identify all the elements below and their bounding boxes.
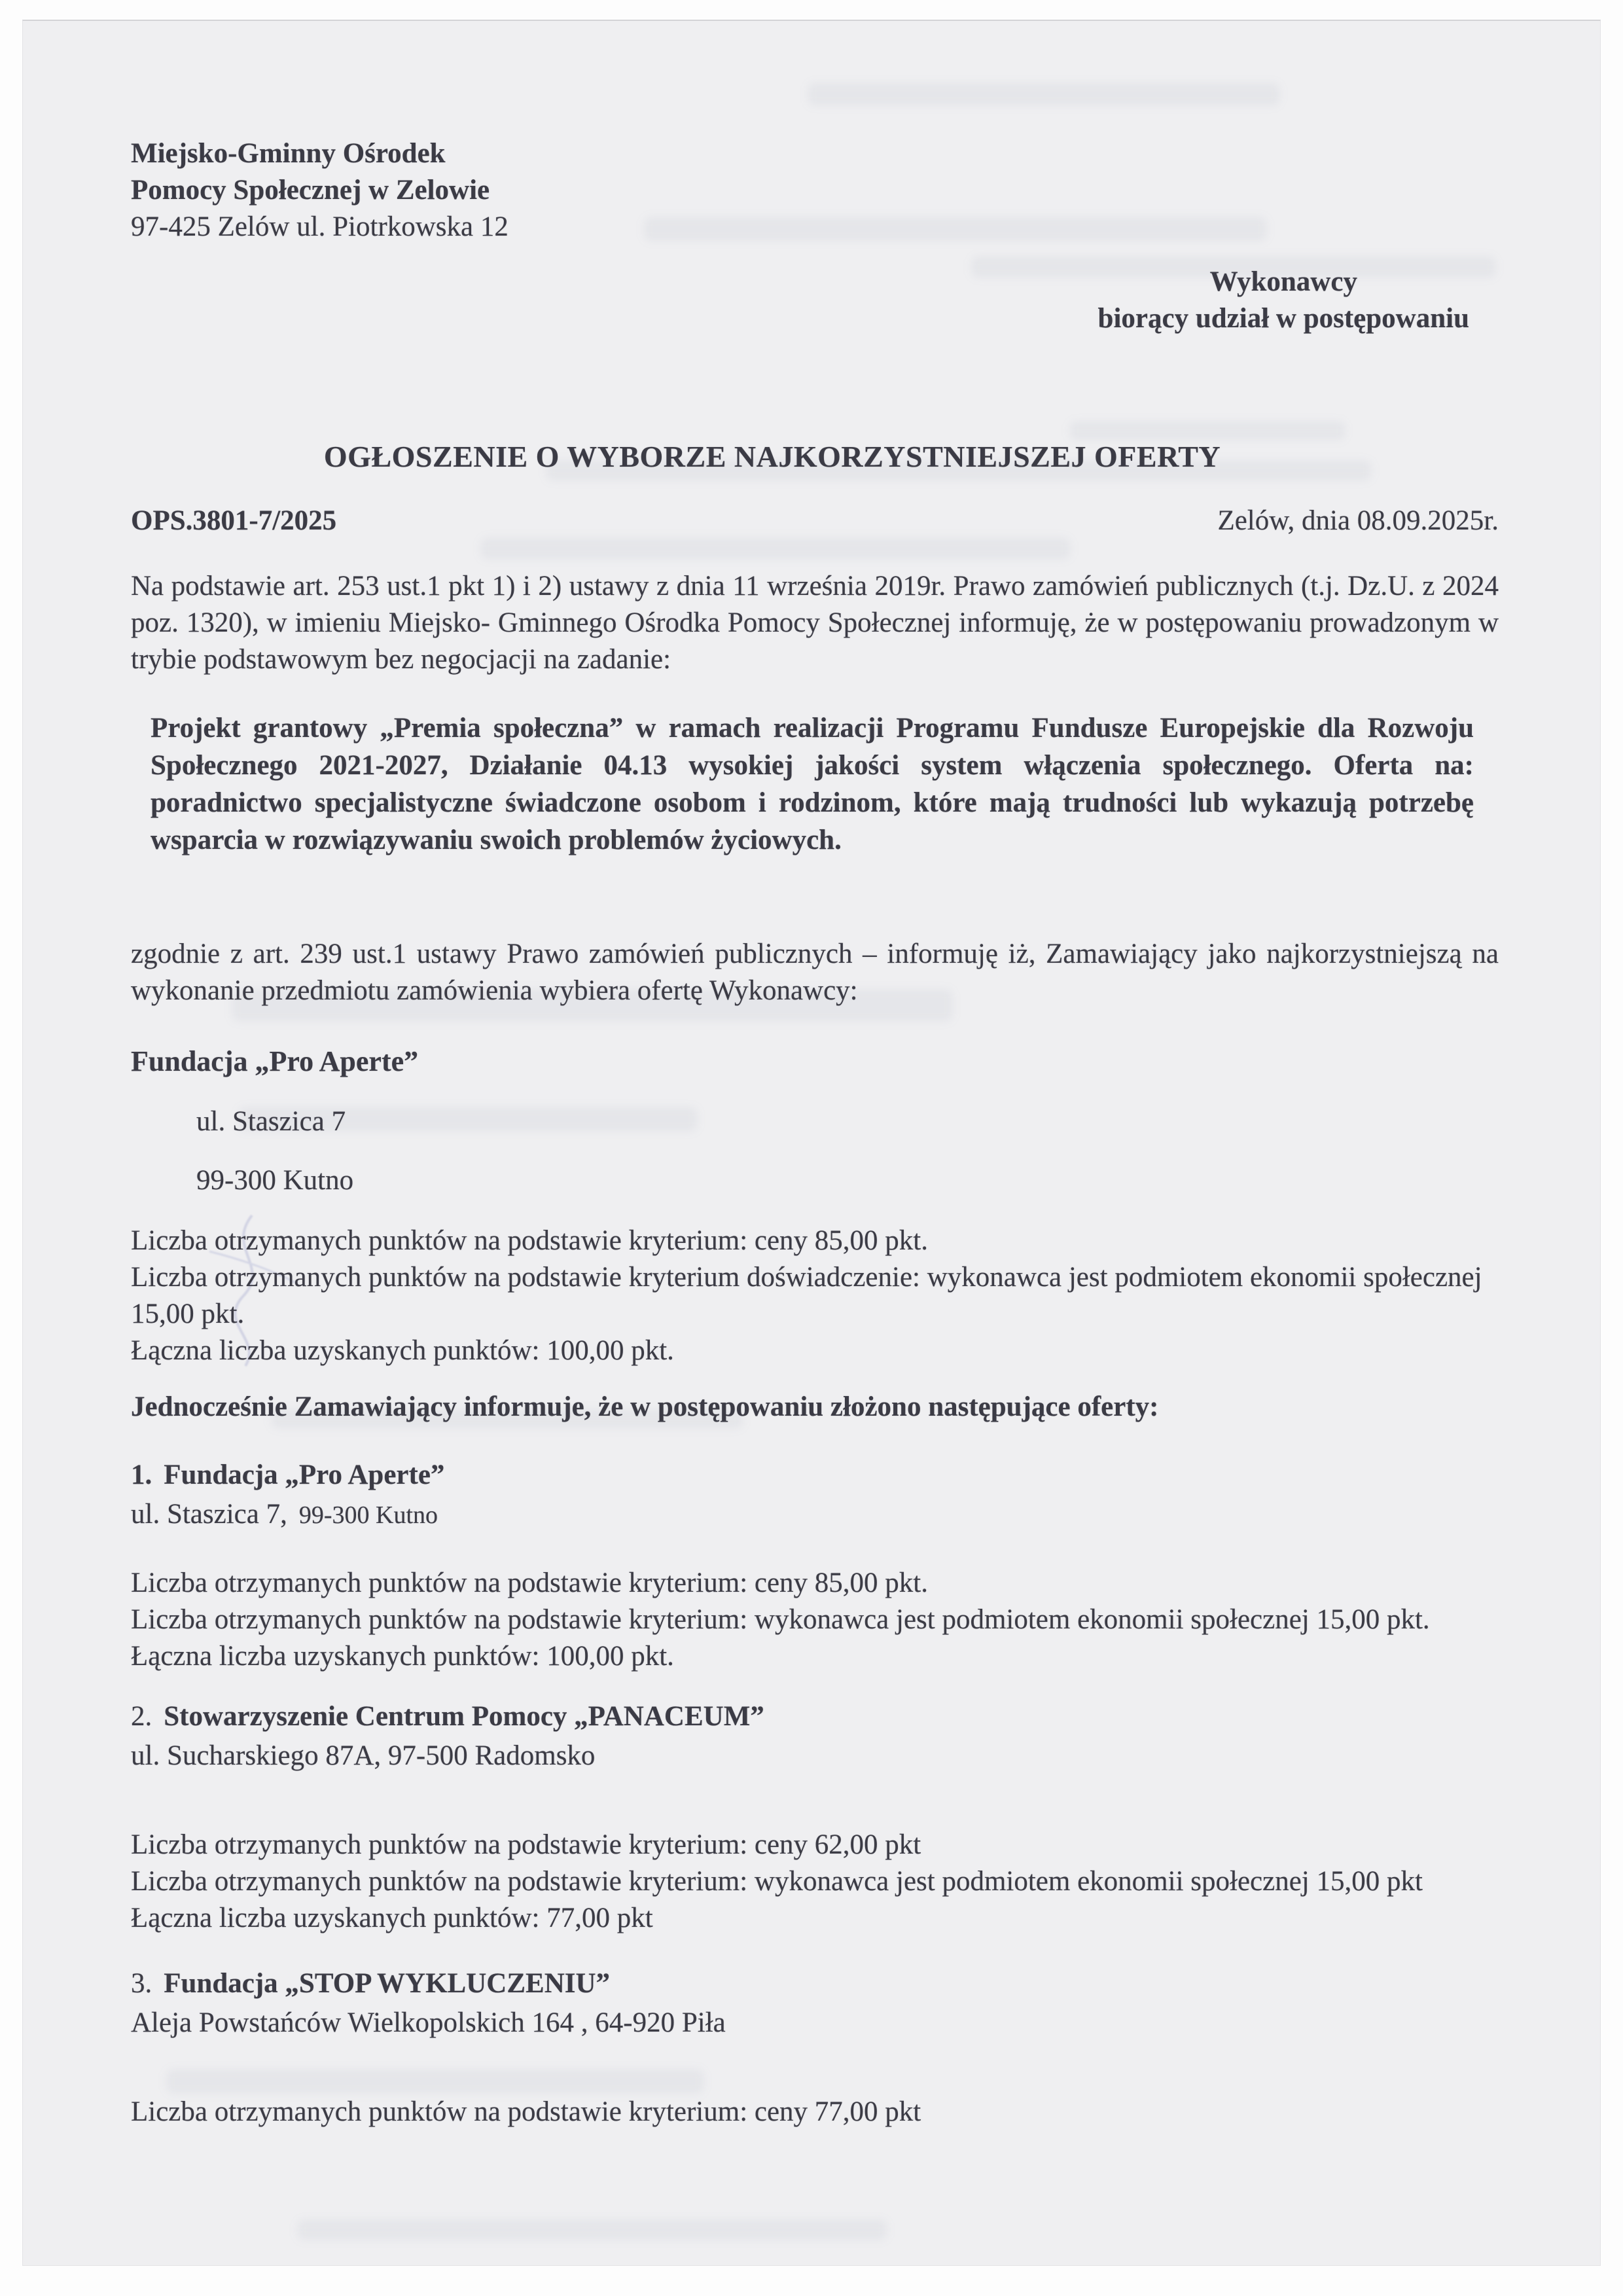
task-description: Projekt grantowy „Premia społeczna” w ramach realizacji Programu Fundusze Europejskie dla Rozwoju Społecznego 2021-2027, Działanie 04.13 wysokiej jakości system włączenia społecznego. Oferta na: poradnictwo specjalistyczne świadczone osobom i rodzinom, które mają trudności lub wykazują potrzebę wsparcia w rozwiązywaniu swoich problemów życiowych. [151, 713, 1474, 855]
offer-number: 3. [131, 1968, 152, 1999]
offer-name-line [131, 1457, 1499, 1494]
place-date: Zelów, dnia 08.09.2025r. [1217, 505, 1499, 536]
sender-name-line: Miejsko-Gminny Ośrodek [131, 138, 446, 169]
offer-item [131, 1965, 1499, 2130]
recipient-line: Wykonawcy [1209, 266, 1357, 297]
offer-address [131, 1738, 1499, 1774]
winner-name: Fundacja „Pro Aperte” [131, 1045, 419, 1077]
offer-item [131, 1457, 1499, 1675]
document-content [131, 135, 1499, 2130]
offer-points-line: Liczba otrzymanych punktów na podstawie kryterium: ceny 62,00 pkt [131, 1829, 921, 1860]
offer-name-line [131, 1698, 1499, 1735]
sender-name-line: Pomocy Społecznej w Zelowie [131, 175, 490, 206]
scan-smudge [808, 83, 1279, 105]
offer-points-line: Liczba otrzymanych punktów na podstawie kryterium: ceny 85,00 pkt. [131, 1568, 929, 1598]
selection-clause: zgodnie z art. 239 ust.1 ustawy Prawo zamówień publicznych – informuję iż, Zamawiający jako najkorzystniejszą na wykonanie przedmiotu zamówienia wybiera ofertę Wykonawcy: [131, 939, 1499, 1006]
offer-points [131, 1565, 1499, 1675]
winner-points-line: Liczba otrzymanych punktów na podstawie kryterium doświadczenie: wykonawca jest podmiotem ekonomii społecznej 15,00 pkt. [131, 1262, 1482, 1329]
offer-address-postal: 99-300 Kutno [298, 1501, 438, 1529]
case-number: OPS.3801-7/2025 [131, 505, 337, 536]
offer-address [131, 1496, 1499, 1534]
winner-address-line: 99-300 Kutno [196, 1165, 354, 1196]
scanned-page [22, 20, 1601, 2266]
offer-points-line: Łączna liczba uzyskanych punktów: 77,00 pkt [131, 1903, 653, 1933]
offer-points-line: Liczba otrzymanych punktów na podstawie kryterium: ceny 77,00 pkt [131, 2096, 921, 2127]
offer-points-line: Łączna liczba uzyskanych punktów: 100,00 pkt. [131, 1641, 674, 1672]
reference-row [131, 503, 1499, 539]
sender-block [131, 135, 1499, 245]
recipient-block [1098, 264, 1469, 337]
offer-points [131, 2094, 1499, 2130]
sender-address-line: 97-425 Zelów ul. Piotrkowska 12 [131, 211, 508, 242]
offer-address-main: ul. Staszica 7, [131, 1499, 287, 1530]
offer-points-line: Liczba otrzymanych punktów na podstawie kryterium: wykonawca jest podmiotem ekonomii społecznej 15,00 pkt. [131, 1604, 1430, 1635]
winner-points-line: Liczba otrzymanych punktów na podstawie kryterium: ceny 85,00 pkt. [131, 1225, 929, 1256]
offer-points-line: Liczba otrzymanych punktów na podstawie kryterium: wykonawca jest podmiotem ekonomii społecznej 15,00 pkt [131, 1866, 1423, 1897]
winner-address-line: ul. Staszica 7 [196, 1106, 346, 1137]
offer-address [131, 2005, 1499, 2041]
winner-points [131, 1223, 1499, 1369]
offer-name: Stowarzyszenie Centrum Pomocy „PANACEUM” [164, 1701, 764, 1732]
intro-paragraph: Na podstawie art. 253 ust.1 pkt 1) i 2) ustawy z dnia 11 września 2019r. Prawo zamówień publicznych (t.j. Dz.U. z 2024 poz. 1320), w imieniu Miejsko- Gminnego Ośrodka Pomocy Społecznej informuję, że w postępowaniu prowadzonym w trybie podstawowym bez negocjacji na zadanie: [131, 571, 1499, 675]
offer-name: Fundacja „Pro Aperte” [164, 1460, 445, 1490]
offer-address-main: ul. Sucharskiego 87A, 97-500 Radomsko [131, 1740, 596, 1771]
scan-smudge [298, 2220, 887, 2240]
offer-name-line [131, 1965, 1499, 2002]
recipient-line: biorący udział w postępowaniu [1097, 303, 1469, 334]
document-title: OGŁOSZENIE O WYBORZE NAJKORZYSTNIEJSZEJ OFERTY [323, 440, 1221, 473]
offer-name: Fundacja „STOP WYKLUCZENIU” [164, 1968, 611, 1999]
offer-points [131, 1827, 1499, 1937]
winner-points-line: Łączna liczba uzyskanych punktów: 100,00 pkt. [131, 1335, 674, 1366]
offer-item [131, 1698, 1499, 1937]
offer-number: 2. [131, 1701, 152, 1732]
offer-address-main: Aleja Powstańców Wielkopolskich 164 , 64-920 Piła [131, 2007, 726, 2038]
offers-heading: Jednocześnie Zamawiający informuje, że w postępowaniu złożono następujące oferty: [131, 1391, 1159, 1422]
offer-number: 1. [131, 1460, 152, 1490]
